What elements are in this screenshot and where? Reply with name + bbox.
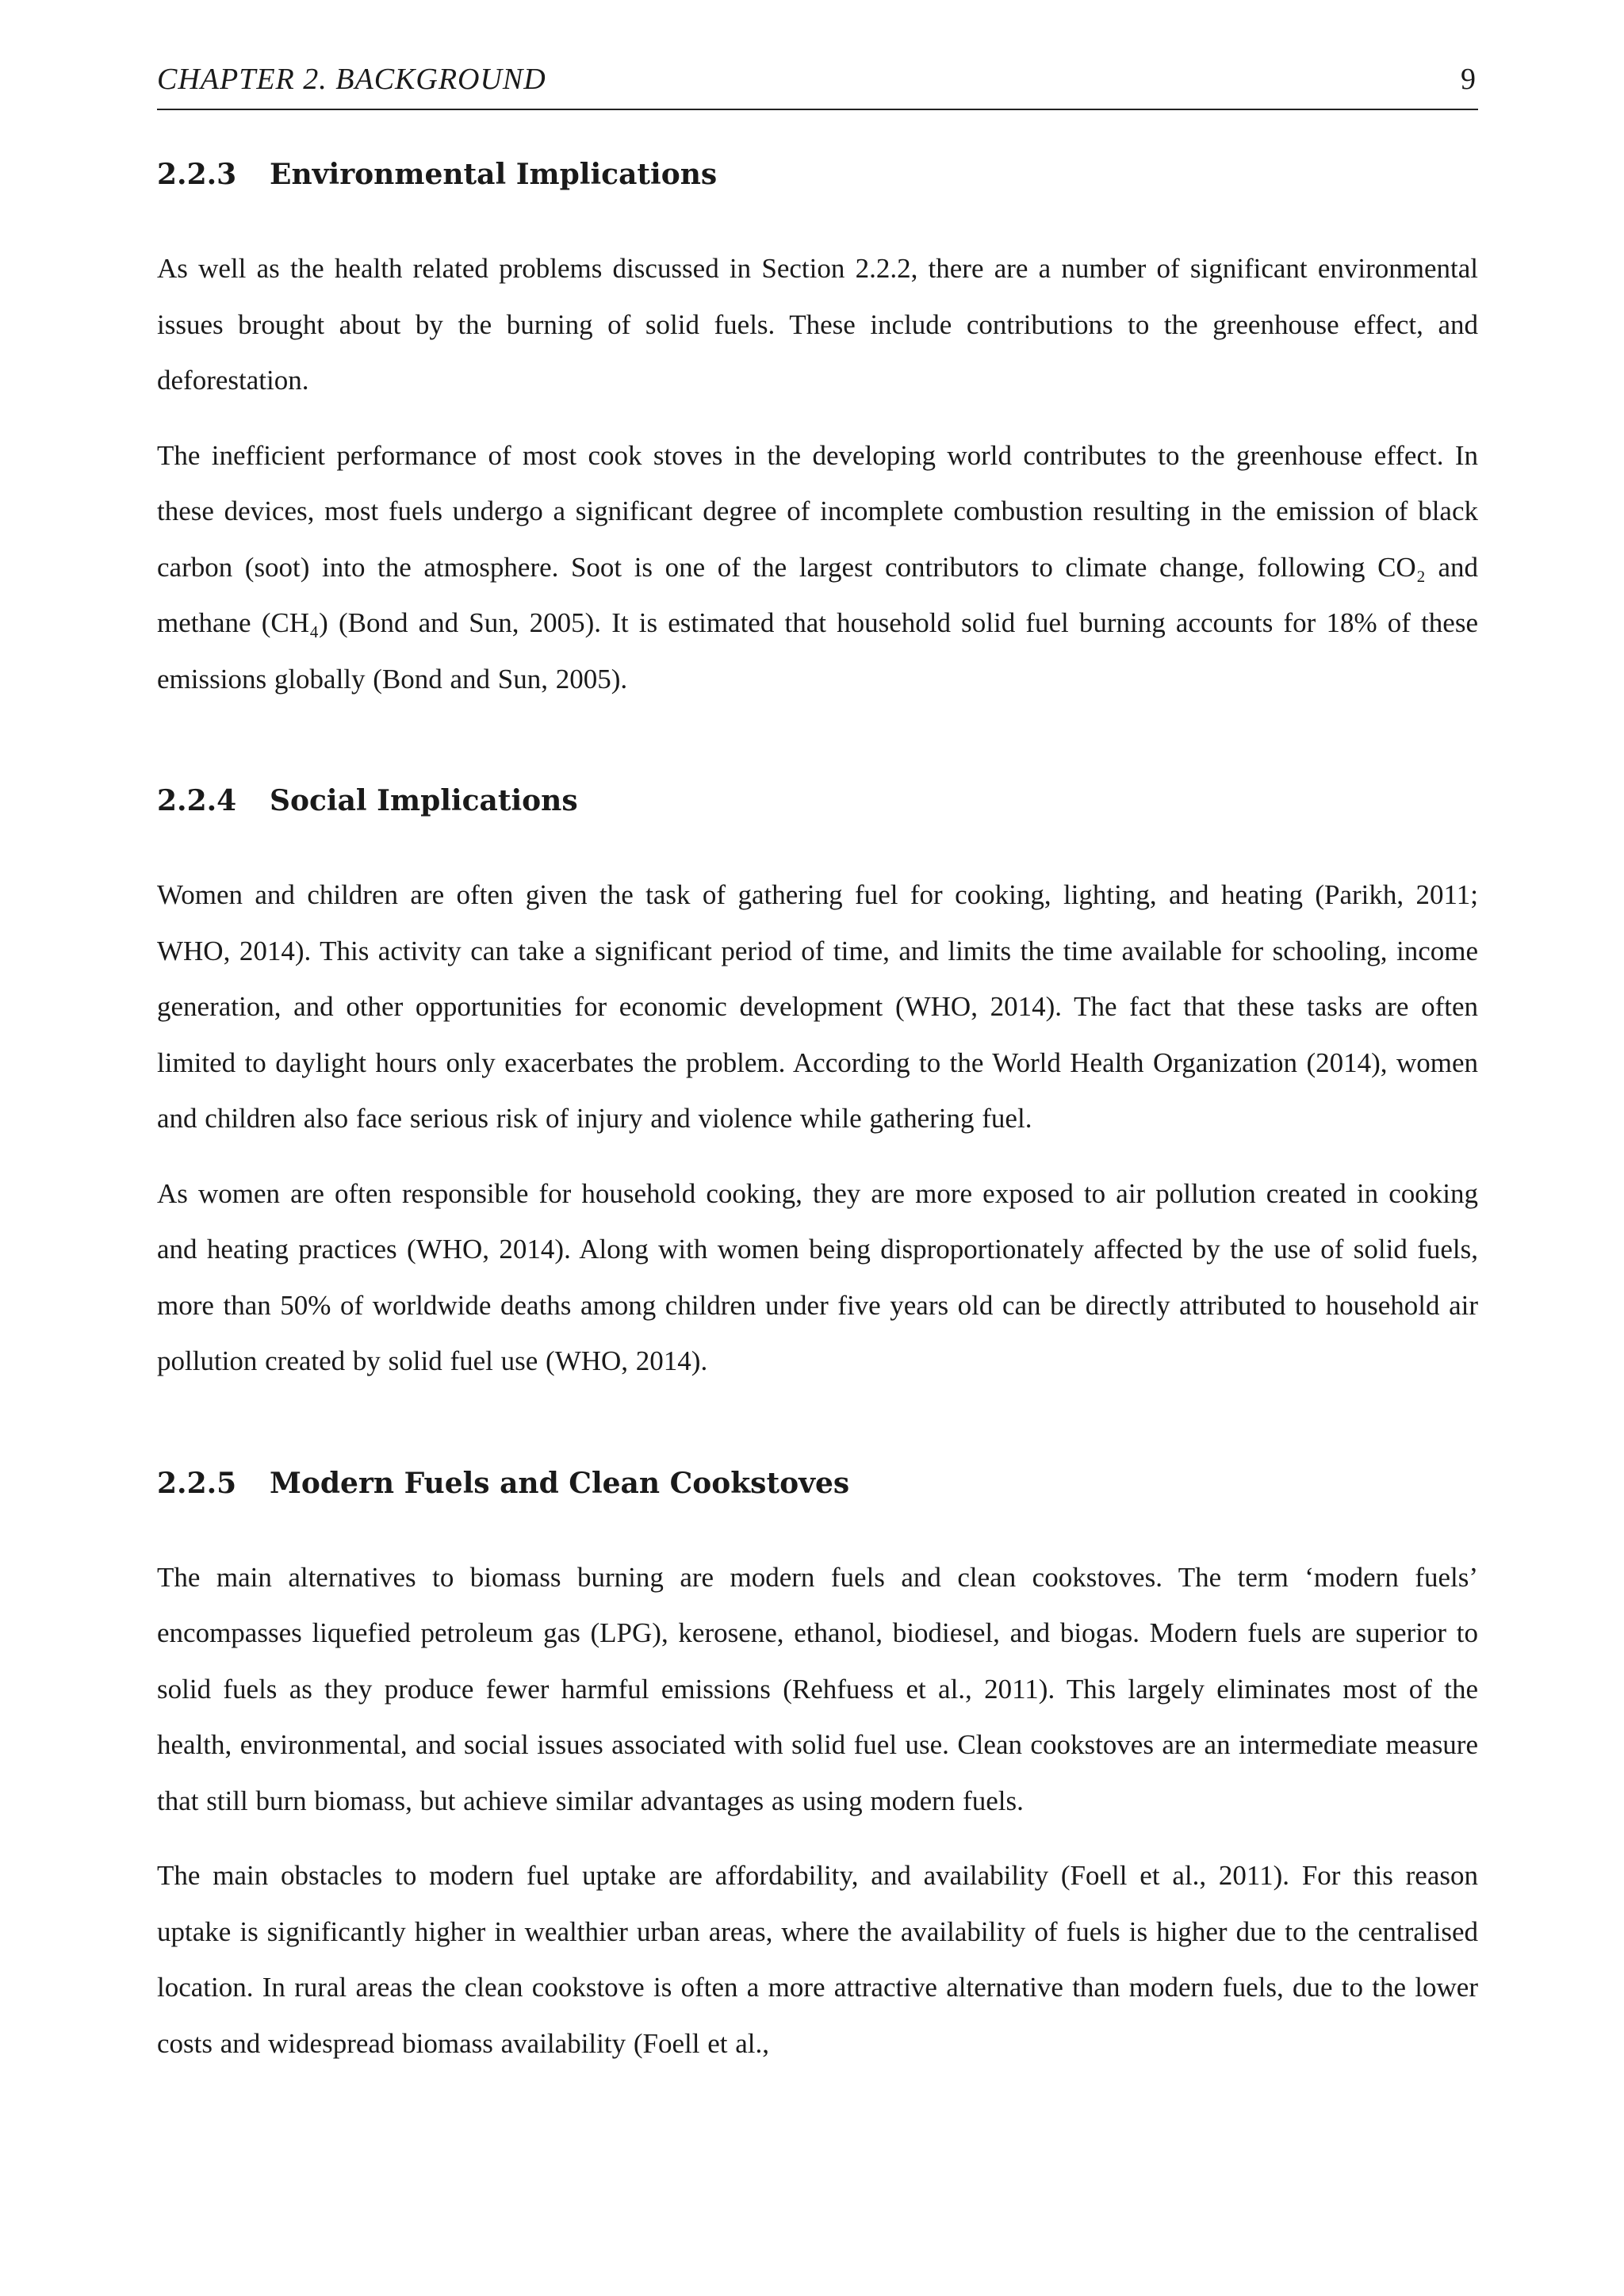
paragraph: The main obstacles to modern fuel uptake are affordability, and availability (Foell et al., 2011). For this reason uptake is significantly higher in wealthier urban areas, where the availability of fuels is higher due to the centralised location. In rural areas the clean cookstove is often a more attractive alternative than modern fuels, due to the lower costs and widespread biomass availability (Foell et al., bbox=[157, 1860, 1478, 2059]
page-number: 9 bbox=[1461, 63, 1477, 96]
section-number: 2.2.4 bbox=[157, 784, 237, 817]
section-heading bbox=[157, 151, 1478, 198]
section-title: Environmental Implications bbox=[270, 158, 718, 191]
section-title: Social Implications bbox=[270, 784, 578, 817]
section-title: Modern Fuels and Clean Cookstoves bbox=[270, 1466, 850, 1500]
section-environmental-implications bbox=[157, 151, 1478, 707]
paragraph: Women and children are often given the task of gathering fuel for cooking, lighting, and heating (Parikh, 2011; WHO, 2014). This activity can take a significant period of time, and limits the time available for schooling, income generation, and other opportunities for economic development (WHO, 2014). The fact that these tasks are often limited to daylight hours only exacerbates the problem. According to the World Health Organization (2014), women and children also face serious risk of injury and violence while gathering fuel. bbox=[157, 879, 1478, 1134]
body-content bbox=[157, 151, 1478, 2091]
paragraph: The main alternatives to biomass burning are modern fuels and clean cookstoves. The term ‘modern fuels’ encompasses liquefied petroleum gas (LPG), kerosene, ethanol, biodiesel, and biogas. Modern fuels are superior to solid fuels as they produce fewer harmful emissions (Rehfuess et al., 2011). This largely eliminates most of the health, environmental, and social issues associated with solid fuel use. Clean cookstoves are an intermediate measure that still burn biomass, but achieve similar advantages as using modern fuels. bbox=[157, 1561, 1478, 1816]
running-header bbox=[157, 62, 1478, 101]
section-modern-fuels bbox=[157, 1460, 1478, 2072]
section-number: 2.2.5 bbox=[157, 1466, 237, 1500]
section-heading bbox=[157, 777, 1478, 825]
chapter-title: CHAPTER 2. BACKGROUND bbox=[157, 63, 546, 96]
section-spacer bbox=[157, 1409, 1478, 1460]
paragraph: As women are often responsible for household cooking, they are more exposed to air pollution created in cooking and heating practices (WHO, 2014). Along with women being disproportionately affected by the use of solid fuels, more than 50% of worldwide deaths among children under five years old can be directly attributed to household air pollution created by solid fuel use (WHO, 2014). bbox=[157, 1177, 1478, 1376]
paragraph: As well as the health related problems discussed in Section 2.2.2, there are a number of significant environmental issues brought about by the burning of solid fuels. These include contributions to the greenhouse effect, and deforestation. bbox=[157, 253, 1478, 396]
section-heading bbox=[157, 1460, 1478, 1507]
section-number: 2.2.3 bbox=[157, 158, 237, 191]
paragraph: The inefficient performance of most cook stoves in the developing world contributes to the greenhouse effect. In these devices, most fuels undergo a significant degree of incomplete combustion resulting in the emission of black carbon (soot) into the atmosphere. Soot is one of the largest contributors to climate change, following CO₂ and methane (CH₄) (Bond and Sun, 2005). It is estimated that household solid fuel burning accounts for 18% of these emissions globally (Bond and Sun, 2005). bbox=[157, 439, 1478, 695]
section-social-implications bbox=[157, 777, 1478, 1390]
section-spacer bbox=[157, 726, 1478, 777]
header-rule bbox=[157, 109, 1478, 110]
